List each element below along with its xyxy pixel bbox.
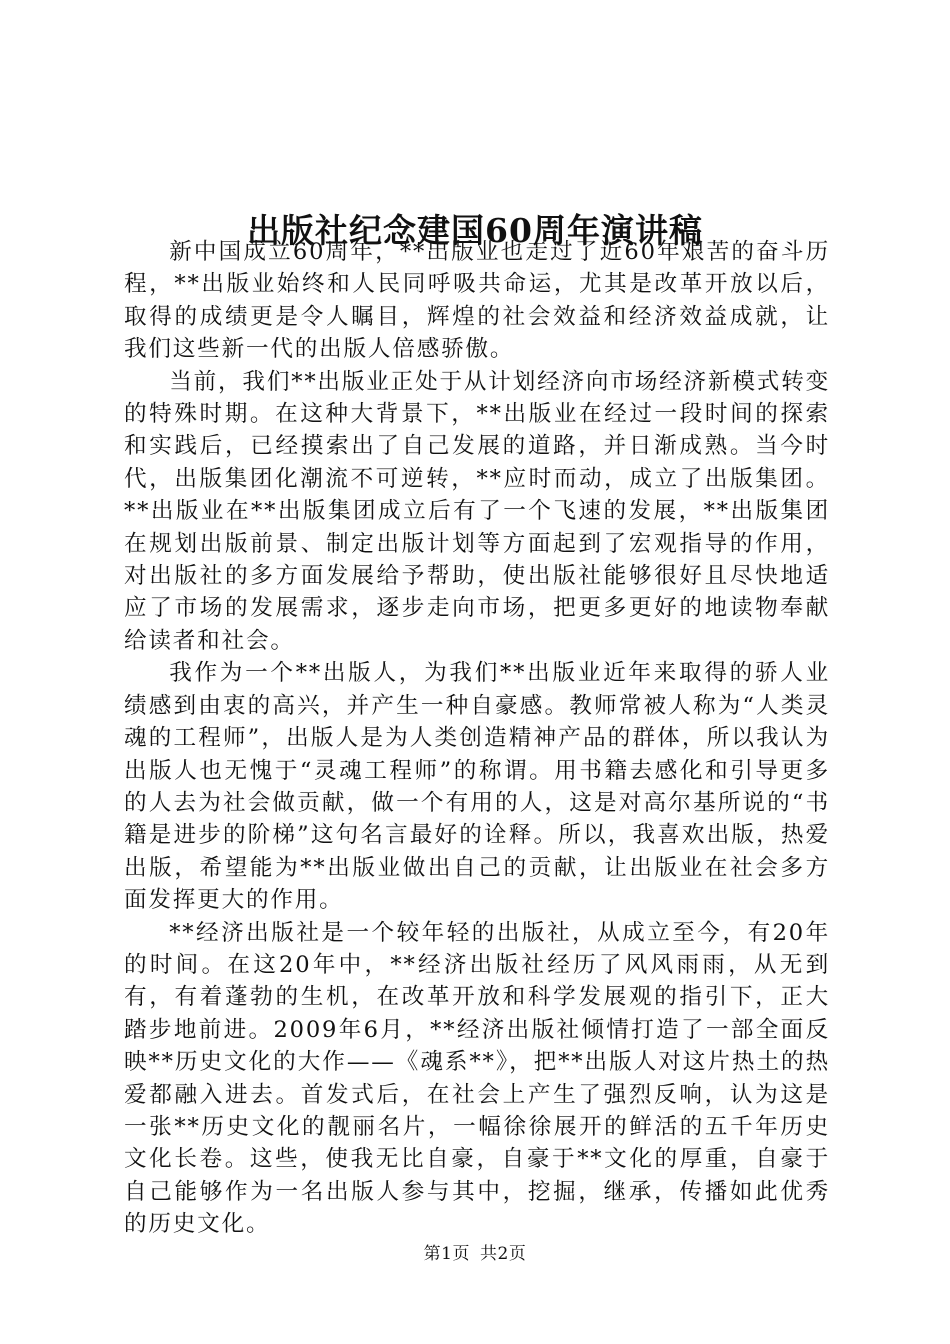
page-total: 共2页: [480, 1244, 527, 1264]
paragraph-1: 新中国成立60周年，**出版业也走过了近60年艰苦的奋斗历程，**出版业始终和人民同呼吸共命运，尤其是改革开放以后，取得的成绩更是令人瞩目，辉煌的社会效益和经济效益成就，让我们这些新一代的出版人倍感骄傲。: [124, 239, 830, 363]
page-footer: [0, 1242, 950, 1266]
document-title: 出版社纪念建国60周年演讲稿: [247, 211, 703, 251]
paragraph-4: **经济出版社是一个较年轻的出版社，从成立至今，有20年的时间。在这20年中，**经济出版社经历了风风雨雨，从无到有，有着蓬勃的生机，在改革开放和科学发展观的指引下，正大踏步地前进。2009年6月，**经济出版社倾情打造了一部全面反映**历史文化的大作——《魂系**》，把**出版人对这片热土的热爱都融入进去。首发式后，在社会上产生了强烈反响，认为这是一张**历史文化的靓丽名片，一幅徐徐展开的鲜活的五千年历史文化长卷。这些，使我无比自豪，自豪于**文化的厚重，自豪于自己能够作为一名出版人参与其中，挖掘，继承，传播如此优秀的历史文化。: [124, 919, 830, 1238]
document-body: [124, 236, 830, 1241]
paragraph-3: 我作为一个**出版人，为我们**出版业近年来取得的骄人业绩感到由衷的高兴，并产生一种自豪感。教师常被人称为“人类灵魂的工程师”，出版人是为人类创造精神产品的群体，所以我认为出版人也无愧于“灵魂工程师”的称谓。用书籍去感化和引导更多的人去为社会做贡献，做一个有用的人，这是对高尔基所说的“书籍是进步的阶梯”这句名言最好的诠释。所以，我喜欢出版，热爱出版，希望能为**出版业做出自己的贡献，让出版业在社会多方面发挥更大的作用。: [124, 660, 830, 914]
paragraph-2: 当前，我们**出版业正处于从计划经济向市场经济新模式转变的特殊时期。在这种大背景下，**出版业在经过一段时间的探索和实践后，已经摸索出了自己发展的道路，并日渐成熟。当今时代，出版集团化潮流不可逆转，**应时而动，成立了出版集团。**出版业在**出版集团成立后有了一个飞速的发展，**出版集团在规划出版前景、制定出版计划等方面起到了宏观指导的作用，对出版社的多方面发展给予帮助，使出版社能够很好且尽快地适应了市场的发展需求，逐步走向市场，把更多更好的地读物奉献给读者和社会。: [124, 368, 830, 654]
page-number: 第1页: [423, 1244, 470, 1264]
